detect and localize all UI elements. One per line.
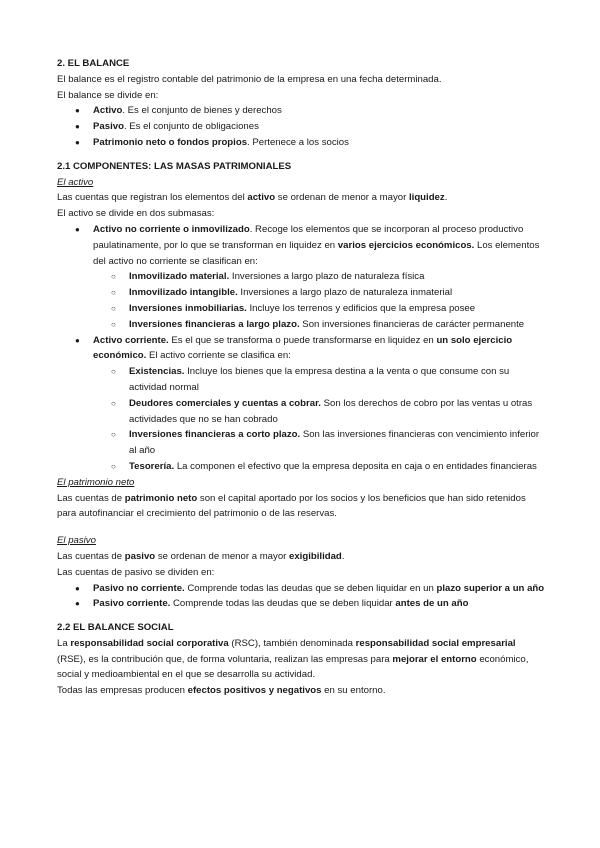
paragraph: El balance se divide en: <box>57 89 159 101</box>
section-title: 2.2 EL BALANCE SOCIAL <box>57 622 174 634</box>
sub-bullet-list <box>93 364 547 475</box>
bullet-list <box>57 581 547 613</box>
sub-list-item: ○ Deudores comerciales y cuentas a cobrar. Son los derechos de cobro por las ventas u otras actividades que no se han cobrado <box>93 396 547 428</box>
subsection-heading: El pasivo <box>57 535 96 547</box>
section-title: 2. EL BALANCE <box>57 58 130 69</box>
sub-list-item: ○ Existencias. Incluye los bienes que la empresa destina a la venta o que consume con su actividad normal <box>93 364 547 396</box>
paragraph: Las cuentas de pasivo se dividen en: <box>57 566 215 578</box>
sub-list-item: ○ Tesorería. La componen el efectivo que la empresa deposita en caja o en entidades financieras <box>93 459 547 475</box>
sub-list-item: ○ Inversiones inmobiliarias. Incluye los terrenos y edificios que la empresa posee <box>93 301 547 317</box>
paragraph: La responsabilidad social corporativa (RSC), también denominada responsabilidad social empresarial (RSE), es la contribución que, de forma voluntaria, realizan las empresas para mejorar el entorno económico, social y medioambiental en el que se desarrolla su actividad. <box>57 637 529 681</box>
sub-list-item: ○ Inmovilizado material. Inversiones a largo plazo de naturaleza física <box>93 269 547 285</box>
paragraph: Las cuentas de patrimonio neto son el capital aportado por los socios y los beneficios que han sido retenidos para autofinanciar el crecimiento del patrimonio o de las reservas. <box>57 492 526 520</box>
list-item: ● Pasivo. Es el conjunto de obligaciones <box>57 119 547 135</box>
list-item: ● Activo. Es el conjunto de bienes y derechos <box>57 103 547 119</box>
bullet-list <box>57 103 547 150</box>
paragraph: El balance es el registro contable del patrimonio de la empresa en una fecha determinada. <box>57 73 442 85</box>
section-title: 2.1 COMPONENTES: LAS MASAS PATRIMONIALES <box>57 160 292 172</box>
list-item: ● Activo no corriente o inmovilizado. Recoge los elementos que se incorporan al proceso productivo paulatinamente, por lo que se transforman en liquidez en varios ejercicios económicos. Los elementos del activo no corriente se clasifican en: ○ Inmovilizado material. Inversiones a largo plazo de naturaleza física ○ Inmovilizado intangible. Inversiones a largo plazo de naturaleza inmaterial ○ Inversiones inmobiliarias. Incluye los terrenos y edificios que la empresa posee ○ Inversiones financieras a largo plazo. Son inversiones financieras de carácter permanente <box>57 222 547 333</box>
list-item: ● Patrimonio neto o fondos propios. Pertenece a los socios <box>57 135 547 151</box>
document-page <box>57 56 547 699</box>
paragraph: Las cuentas de pasivo se ordenan de menor a mayor exigibilidad. <box>57 550 345 562</box>
subsection-heading: El patrimonio neto <box>57 476 135 488</box>
sub-list-item: ○ Inmovilizado intangible. Inversiones a largo plazo de naturaleza inmaterial <box>93 285 547 301</box>
list-item: ● Activo corriente. Es el que se transforma o puede transformarse en liquidez en un solo ejercicio económico. El activo corriente se clasifica en: ○ Existencias. Incluye los bienes que la empresa destina a la venta o que consume con su actividad normal ○ Deudores comerciales y cuentas a cobrar. Son los derechos de cobro por las ventas u otras actividades que no se han cobrado ○ Inversiones financieras a corto plazo. Son las inversiones financieras con vencimiento inferior al año ○ Tesorería. La componen el efectivo que la empresa deposita en caja o en entidades financieras <box>57 333 547 475</box>
sub-list-item: ○ Inversiones financieras a corto plazo. Son las inversiones financieras con vencimiento inferior al año <box>93 427 547 459</box>
paragraph: El activo se divide en dos submasas: <box>57 208 215 220</box>
bullet-list <box>57 222 547 475</box>
sub-list-item: ○ Inversiones financieras a largo plazo. Son inversiones financieras de carácter permanente <box>93 317 547 333</box>
paragraph: Todas las empresas producen efectos positivos y negativos en su entorno. <box>57 685 386 697</box>
paragraph: Las cuentas que registran los elementos del activo se ordenan de menor a mayor liquidez. <box>57 192 448 204</box>
sub-bullet-list <box>93 269 547 332</box>
list-item: ● Pasivo corriente. Comprende todas las deudas que se deben liquidar antes de un año <box>57 596 547 612</box>
subsection-heading: El activo <box>57 176 94 188</box>
list-item: ● Pasivo no corriente. Comprende todas las deudas que se deben liquidar en un plazo superior a un año <box>57 581 547 597</box>
